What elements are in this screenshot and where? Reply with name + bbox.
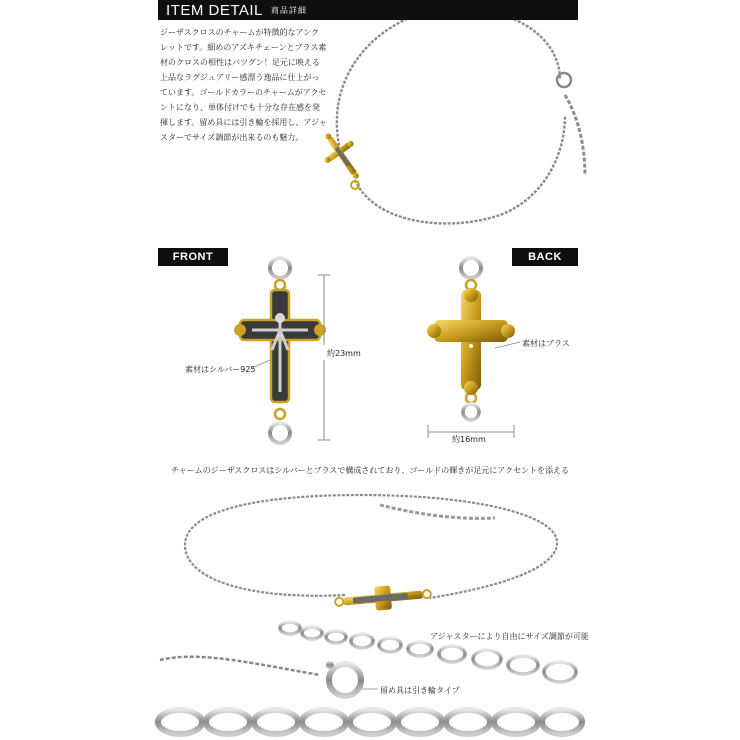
back-tag: BACK (512, 248, 578, 266)
front-tag: FRONT (158, 248, 228, 266)
header-title: ITEM DETAIL (166, 1, 263, 19)
description-line: レットです。細めのアズキチェーンとブラス素 (160, 43, 327, 52)
item-detail-header (158, 0, 578, 20)
charm-caption: チャームのジーザスクロスはシルバーとブラスで構成されており、ゴールドの輝きが足元にアクセントを添える (170, 466, 570, 475)
back-cross-image (427, 258, 515, 420)
description-line: 揮します。留め具には引き輪を採用し、アジャ (160, 118, 327, 127)
bottom-chain-image (158, 710, 582, 734)
description-line: 材のクロスの相性はバツグン！足元に映える (160, 58, 320, 67)
front-cross-image (234, 258, 326, 443)
header-subtitle: 商品詳細 (270, 5, 307, 15)
description-line: 上品なラグジュアリー感漂う逸品に仕上がっ (160, 73, 320, 82)
clasp-image (160, 657, 361, 696)
front-height-label: 約23mm (327, 349, 361, 358)
product-description (160, 25, 327, 145)
clasp-label: 留め具は引き輪タイプ (380, 686, 460, 695)
back-material-label: 素材はブラス (522, 339, 570, 348)
back-width-label: 約16mm (452, 435, 486, 444)
adjuster-label: アジャスターにより自由にサイズ調節が可能 (430, 632, 589, 641)
middle-bracelet-image (185, 495, 557, 614)
top-bracelet-image (313, 8, 585, 224)
description-line: ジーザスクロスのチャームが特徴的なアンク (160, 28, 319, 37)
front-material-label: 素材はシルバー925 (185, 365, 256, 374)
description-line: スターでサイズ調節が出来るのも魅力。 (160, 133, 304, 142)
description-line: ています。ゴールドカラーのチャームがアクセ (160, 88, 327, 97)
description-line: ントになり、単体付けでも十分な存在感を発 (160, 103, 320, 112)
